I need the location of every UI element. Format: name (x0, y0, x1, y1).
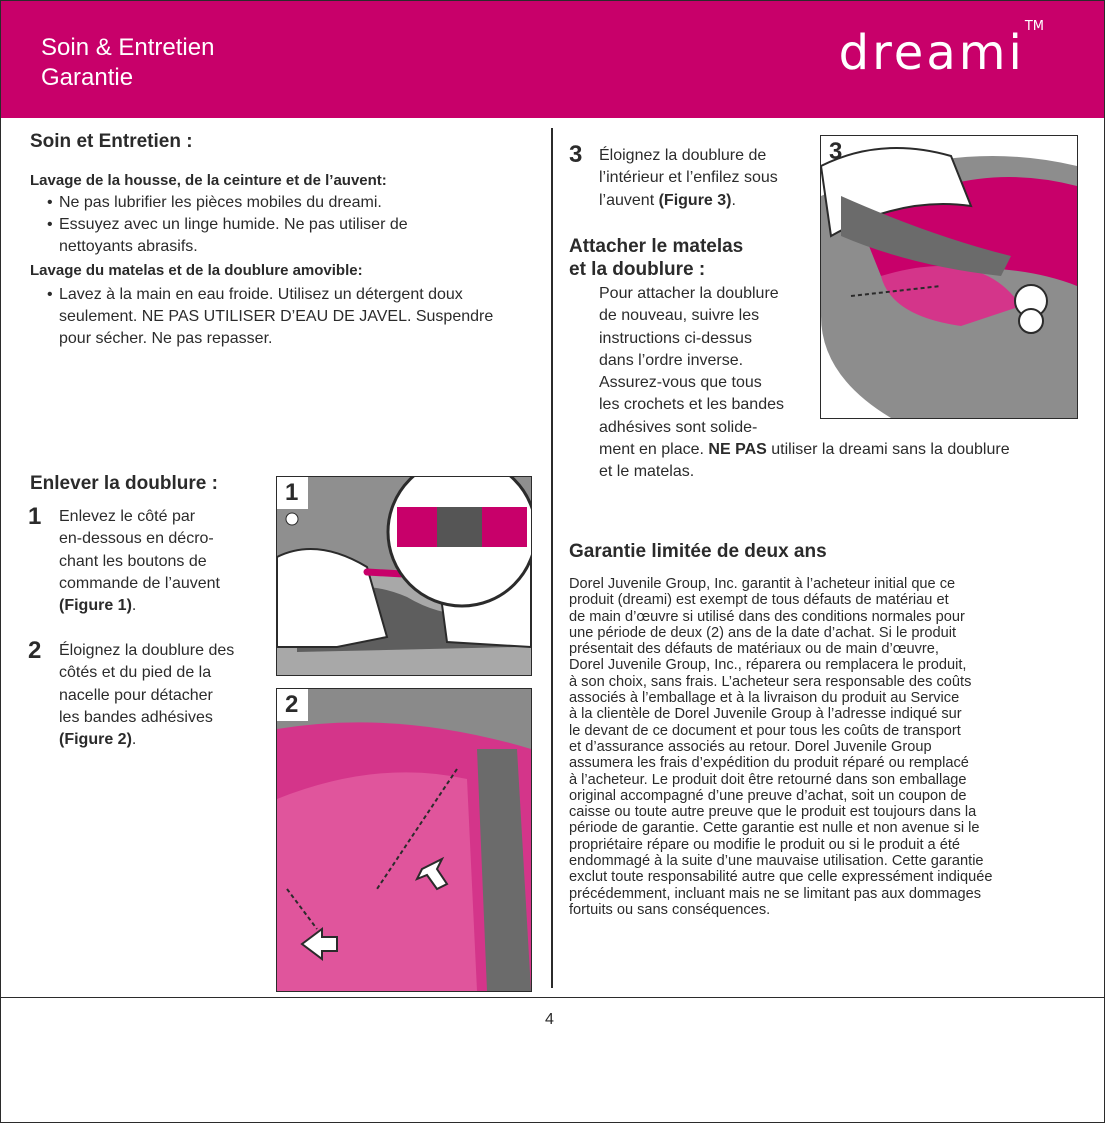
warranty-line: une période de deux (2) ans de la date d’achat. Si le produit (569, 624, 956, 641)
warranty-line: produit (dreami) est exempt de tous défauts de matériau et (569, 592, 949, 609)
step-2-line: les bandes adhésives (59, 708, 213, 726)
attach-line: les crochets et les bandes (599, 396, 784, 414)
mattress-bullet-line-3: pour sécher. Ne pas repasser. (59, 330, 273, 347)
warranty-line: caisse ou toute autre preuve que le produit est toujours dans la (569, 804, 977, 821)
dreami-logo (838, 19, 1044, 81)
attach-line: instructions ci-dessus (599, 329, 752, 347)
step-1-text: Enlevez le côté par en-dessous en décro- chant les boutons de commande de l’auvent (Figure 1). (59, 508, 220, 615)
trademark-symbol: TM (1024, 19, 1044, 34)
attach-line: Assurez-vous que tous (599, 374, 762, 392)
warranty-line: associés à l’emballage et à la livraison du produit au Service (569, 690, 960, 707)
warranty-line: assumera les frais d’expédition du produit réparé ou remplacé (569, 755, 969, 772)
step-2-line: côtés et du pied de la (59, 664, 212, 682)
figure-2-illustration (276, 688, 532, 992)
step-3-line: l’intérieur et l’enfilez sous (599, 169, 778, 187)
warranty-line: à son choix, sans frais. L’acheteur sera responsable des coûts (569, 673, 972, 690)
cover-washing-heading: Lavage de la housse, de la ceinture et de l’auvent: (30, 172, 387, 189)
column-divider (551, 128, 553, 988)
header-title-warranty: Garantie (41, 64, 134, 91)
cover-bullet-1: • Ne pas lubrifier les pièces mobiles du dreami. (47, 194, 382, 211)
figure-1-illustration (276, 476, 532, 676)
attach-line: Pour attacher la doublure (599, 285, 779, 302)
attach-line: dans l’ordre inverse. (599, 351, 744, 369)
attach-line: de nouveau, suivre les (599, 307, 760, 325)
step-1-line: Enlevez le côté par (59, 508, 196, 525)
warranty-line: le devant de ce document et pour tous les coûts de transport (569, 722, 961, 739)
care-heading: Soin et Entretien : (30, 131, 193, 152)
warranty-line: Dorel Juvenile Group, Inc. garantit à l’acheteur initial que ce (569, 576, 956, 592)
warranty-line: propriétaire répare ou modifie le produit ou si le produit a été (569, 836, 961, 853)
figure-3-label: 3 (829, 138, 843, 165)
warranty-line: à la clientèle de Dorel Juvenile Group à l’adresse indiqué sur (569, 706, 962, 723)
step-2-line: nacelle pour détacher (59, 686, 213, 704)
do-not-warning: NE PAS (708, 441, 767, 459)
step-3-number: 3 (569, 141, 583, 168)
cover-bullet-2-cont: nettoyants abrasifs. (59, 238, 198, 255)
page-number: 4 (545, 1011, 554, 1028)
figure-2-reference: (Figure 2) (59, 731, 132, 749)
page-header (1, 1, 1104, 118)
mattress-bullet-line-1: • Lavez à la main en eau froide. Utilisez un détergent doux (47, 286, 463, 303)
mattress-bullet-text-1: Lavez à la main en eau froide. Utilisez un détergent doux (59, 286, 463, 303)
step-3-line: Éloignez la doublure de (599, 147, 767, 164)
warranty-line: à l’acheteur. Le produit doit être retourné dans son emballage (569, 771, 967, 788)
warranty-line: présentait des défauts de matériaux ou de main d’œuvre, (569, 641, 939, 658)
header-title-care: Soin & Entretien (41, 34, 215, 61)
logo-text: dreami (838, 25, 1025, 81)
cover-bullet-2: • Essuyez avec un linge humide. Ne pas utiliser de (47, 216, 408, 233)
step-3-text: Éloignez la doublure de l’intérieur et l’enfilez sous l’auvent (Figure 3). (599, 147, 778, 209)
warranty-line: précédemment, incluant mais ne se limitant pas aux dommages (569, 885, 982, 902)
attach-line: utiliser la dreami sans la doublure (766, 441, 1010, 459)
warranty-line: et d’assurance associés au retour. Dorel Juvenile Group (569, 738, 932, 755)
mattress-bullet-line-2: seulement. NE PAS UTILISER D’EAU DE JAVEL. Suspendre (59, 308, 494, 325)
warranty-line: endommagé à la suite d’une mauvaise utilisation. Cette garantie (569, 853, 984, 870)
warranty-line: original accompagné d’une preuve d’achat, soit un coupon de (569, 787, 967, 804)
warranty-text (569, 576, 1074, 918)
step-1-line: en-dessous en décro- (59, 530, 214, 548)
step-1-line: commande de l’auvent (59, 574, 220, 592)
cover-bullet-2-text: Essuyez avec un linge humide. Ne pas utiliser de (59, 216, 408, 233)
attach-heading-line-1: Attacher le matelas (569, 236, 744, 257)
figure-1-label: 1 (277, 477, 308, 509)
step-1-line: chant les boutons de (59, 552, 207, 570)
step-3-line: l’auvent (599, 191, 659, 209)
step-1-number: 1 (28, 503, 42, 530)
warranty-line: exclut toute responsabilité autre que celle expressément indiquée (569, 869, 993, 886)
warranty-line: de main d’œuvre si utilisé dans des conditions normales pour (569, 608, 965, 625)
step-2-number: 2 (28, 637, 42, 664)
footer-divider (0, 997, 1105, 998)
cover-bullet-1-text: Ne pas lubrifier les pièces mobiles du dreami. (59, 194, 382, 211)
figure-2-label: 2 (277, 689, 308, 721)
remove-lining-heading: Enlever la doublure : (30, 473, 218, 494)
warranty-line: période de garantie. Cette garantie est nulle et non avenue si le (569, 820, 980, 837)
step-2-line: Éloignez la doublure des (59, 642, 235, 659)
warranty-line: Dorel Juvenile Group, Inc., réparera ou remplacera le produit, (569, 657, 967, 674)
warranty-line: fortuits ou sans conséquences. (569, 901, 771, 918)
attach-line: ment en place. (599, 441, 709, 459)
attach-instructions (599, 283, 1010, 484)
figure-3-reference: (Figure 3) (658, 191, 732, 209)
attach-line: adhésives sont solide- (599, 418, 758, 436)
warranty-heading: Garantie limitée de deux ans (569, 541, 827, 562)
step-2-text: Éloignez la doublure des côtés et du pied de la nacelle pour détacher les bandes adhésives (Figure 2). (59, 642, 235, 749)
attach-line: et le matelas. (599, 463, 695, 481)
attach-heading-line-2: et la doublure : (569, 259, 706, 280)
figure-1-reference: (Figure 1) (59, 597, 132, 615)
mattress-washing-heading: Lavage du matelas et de la doublure amovible: (30, 262, 363, 279)
